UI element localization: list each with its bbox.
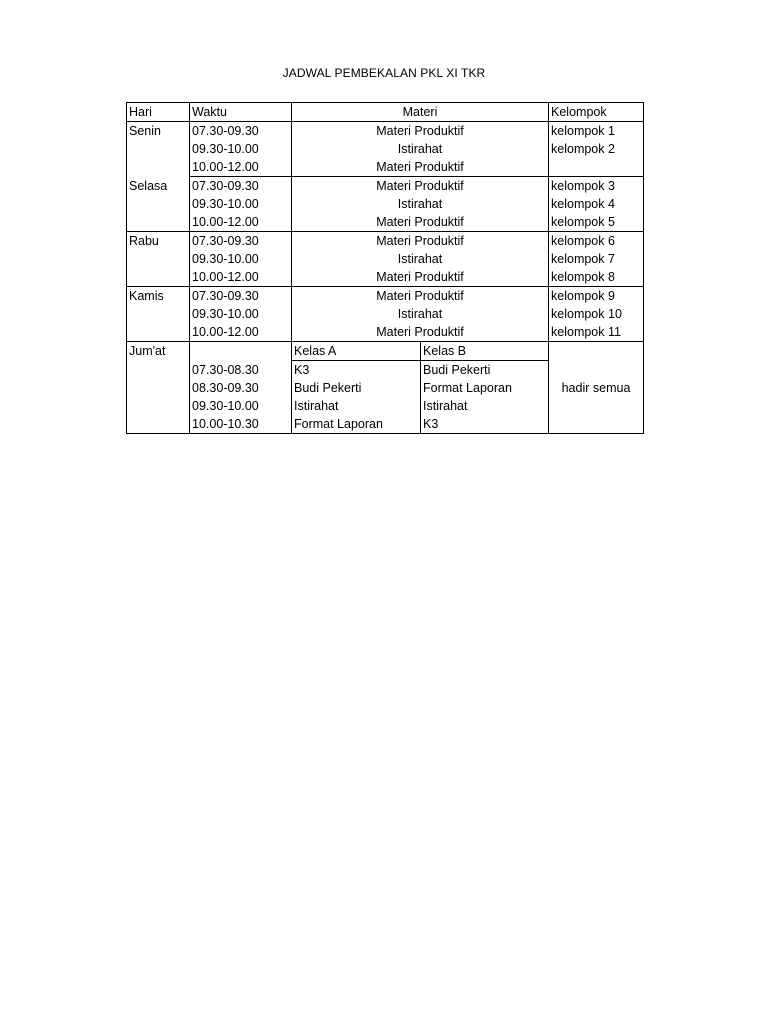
header-row	[127, 103, 644, 122]
schedule-table	[126, 102, 644, 434]
day-cell: Jum'at	[127, 342, 190, 434]
materi-cell: Istirahat	[292, 305, 549, 323]
time-cell: 09.30-10.00	[190, 140, 292, 158]
table-row	[127, 287, 644, 306]
table-row	[127, 122, 644, 141]
time-cell: 07.30-09.30	[190, 232, 292, 251]
time-cell: 08.30-09.30	[190, 379, 292, 397]
kelas-b-header: Kelas B	[421, 342, 549, 361]
day-cell: Rabu	[127, 232, 190, 287]
header-hari: Hari	[127, 103, 190, 122]
group-cell: kelompok 6	[549, 232, 644, 251]
time-cell: 07.30-09.30	[190, 122, 292, 141]
time-cell: 09.30-10.00	[190, 250, 292, 268]
group-cell-all: hadir semua	[549, 342, 644, 434]
materi-cell: Materi Produktif	[292, 232, 549, 251]
kelas-b-cell: Budi Pekerti	[421, 361, 549, 380]
materi-cell: Istirahat	[292, 140, 549, 158]
day-cell: Selasa	[127, 177, 190, 232]
time-cell	[190, 342, 292, 361]
time-cell: 10.00-12.00	[190, 158, 292, 177]
table-row	[127, 250, 644, 268]
kelas-b-cell: Istirahat	[421, 397, 549, 415]
header-materi: Materi	[292, 103, 549, 122]
table-row	[127, 342, 644, 361]
time-cell: 10.00-12.00	[190, 268, 292, 287]
time-cell: 07.30-09.30	[190, 177, 292, 196]
time-cell: 07.30-08.30	[190, 361, 292, 380]
group-cell: kelompok 7	[549, 250, 644, 268]
group-cell: kelompok 3	[549, 177, 644, 196]
page-title: JADWAL PEMBEKALAN PKL XI TKR	[282, 66, 486, 80]
time-cell: 09.30-10.00	[190, 397, 292, 415]
table-row	[127, 177, 644, 196]
time-cell: 10.00-12.00	[190, 213, 292, 232]
materi-cell: Materi Produktif	[292, 158, 549, 177]
group-cell: kelompok 10	[549, 305, 644, 323]
kelas-a-cell: Budi Pekerti	[292, 379, 421, 397]
table-row	[127, 323, 644, 342]
day-cell: Kamis	[127, 287, 190, 342]
kelas-a-cell: K3	[292, 361, 421, 380]
table-row	[127, 213, 644, 232]
header-waktu: Waktu	[190, 103, 292, 122]
time-cell: 09.30-10.00	[190, 305, 292, 323]
time-cell: 10.00-10.30	[190, 415, 292, 434]
group-cell: kelompok 2	[549, 140, 644, 158]
group-cell: kelompok 4	[549, 195, 644, 213]
header-kelompok: Kelompok	[549, 103, 644, 122]
group-cell	[549, 158, 644, 177]
time-cell: 09.30-10.00	[190, 195, 292, 213]
group-cell: kelompok 11	[549, 323, 644, 342]
kelas-b-cell: K3	[421, 415, 549, 434]
materi-cell: Materi Produktif	[292, 177, 549, 196]
group-cell: kelompok 1	[549, 122, 644, 141]
materi-cell: Materi Produktif	[292, 287, 549, 306]
materi-cell: Istirahat	[292, 195, 549, 213]
kelas-a-cell: Format Laporan	[292, 415, 421, 434]
table-row	[127, 268, 644, 287]
table-row	[127, 158, 644, 177]
materi-cell: Materi Produktif	[292, 213, 549, 232]
materi-cell: Materi Produktif	[292, 268, 549, 287]
materi-cell: Materi Produktif	[292, 122, 549, 141]
table-row	[127, 195, 644, 213]
group-cell: kelompok 8	[549, 268, 644, 287]
kelas-a-header: Kelas A	[292, 342, 421, 361]
table-row	[127, 232, 644, 251]
table-row	[127, 140, 644, 158]
time-cell: 10.00-12.00	[190, 323, 292, 342]
group-cell: kelompok 9	[549, 287, 644, 306]
time-cell: 07.30-09.30	[190, 287, 292, 306]
kelas-a-cell: Istirahat	[292, 397, 421, 415]
materi-cell: Istirahat	[292, 250, 549, 268]
group-cell: kelompok 5	[549, 213, 644, 232]
day-cell: Senin	[127, 122, 190, 177]
table-row	[127, 305, 644, 323]
materi-cell: Materi Produktif	[292, 323, 549, 342]
kelas-b-cell: Format Laporan	[421, 379, 549, 397]
